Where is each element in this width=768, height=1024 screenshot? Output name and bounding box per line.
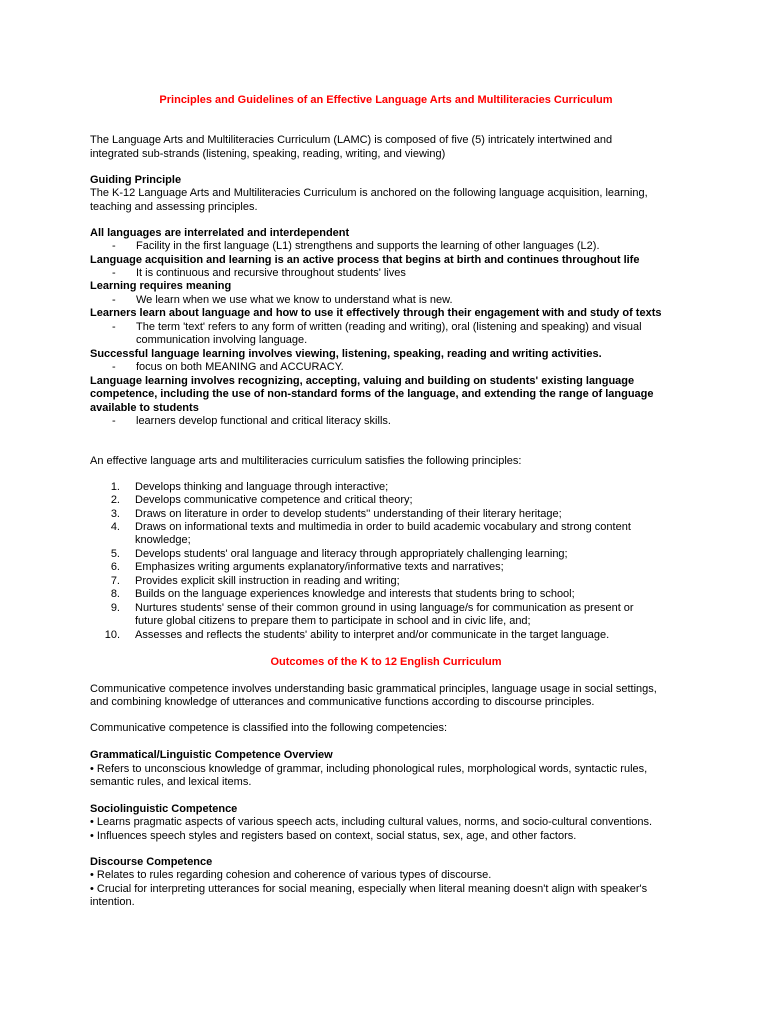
competency-text: intention. (90, 896, 135, 908)
cc-paragraph: Communicative competence involves understanding basic grammatical principles, language usage in social settings, (90, 683, 657, 695)
principle-heading: Language learning involves recognizing, accepting, valuing and building on students' existing language (90, 375, 635, 387)
outcomes-title: Outcomes of the K to 12 English Curriculum (270, 656, 502, 668)
competency-text: • Influences speech styles and registers based on context, social status, sex, age, and other factors. (90, 830, 577, 842)
principle-heading: Learners learn about language and how to use it effectively through their engagement with and study of texts (90, 307, 662, 319)
cc-paragraph: and combining knowledge of utterances and communicative functions according to discourse principles. (90, 696, 595, 708)
principle-heading: All languages are interrelated and interdependent (90, 227, 350, 239)
principle-heading: competence, including the use of non-standard forms of the language, and extending the range of language (90, 388, 654, 400)
competency-text: • Relates to rules regarding cohesion and coherence of various types of discourse. (90, 869, 492, 881)
competency-heading: Sociolinguistic Competence (90, 803, 238, 815)
cc-classified: Communicative competence is classified into the following competencies: (90, 722, 448, 734)
principle-heading: available to students (90, 402, 199, 414)
intro-line: integrated sub-strands (listening, speaking, reading, writing, and viewing) (90, 148, 446, 160)
principle-heading: Successful language learning involves viewing, listening, speaking, reading and writing activities. (90, 348, 602, 360)
document-title: Principles and Guidelines of an Effective Language Arts and Multiliteracies Curriculum (159, 94, 613, 106)
competency-heading: Discourse Competence (90, 856, 213, 868)
guiding-principle-text: teaching and assessing principles. (90, 201, 258, 213)
guiding-principle-heading: Guiding Principle (90, 174, 182, 186)
effective-curriculum-intro: An effective language arts and multiliteracies curriculum satisfies the following principles: (90, 455, 522, 467)
competency-text: semantic rules, and lexical items. (90, 776, 252, 788)
competency-text: • Learns pragmatic aspects of various speech acts, including cultural values, norms, and socio-cultural conventions. (90, 816, 653, 828)
principle-heading: Learning requires meaning (90, 280, 232, 292)
principle-heading: Language acquisition and learning is an active process that begins at birth and continues throughout life (90, 254, 640, 266)
competency-text: • Refers to unconscious knowledge of grammar, including phonological rules, morphological words, syntactic rules, (90, 763, 648, 775)
competency-text: • Crucial for interpreting utterances for social meaning, especially when literal meaning doesn't align with speaker's (90, 883, 648, 895)
guiding-principle-text: The K-12 Language Arts and Multiliteracies Curriculum is anchored on the following language acquisition, learning, (90, 187, 648, 199)
intro-line: The Language Arts and Multiliteracies Curriculum (LAMC) is composed of five (5) intricately intertwined and (90, 134, 613, 146)
competency-heading: Grammatical/Linguistic Competence Overview (90, 749, 333, 761)
